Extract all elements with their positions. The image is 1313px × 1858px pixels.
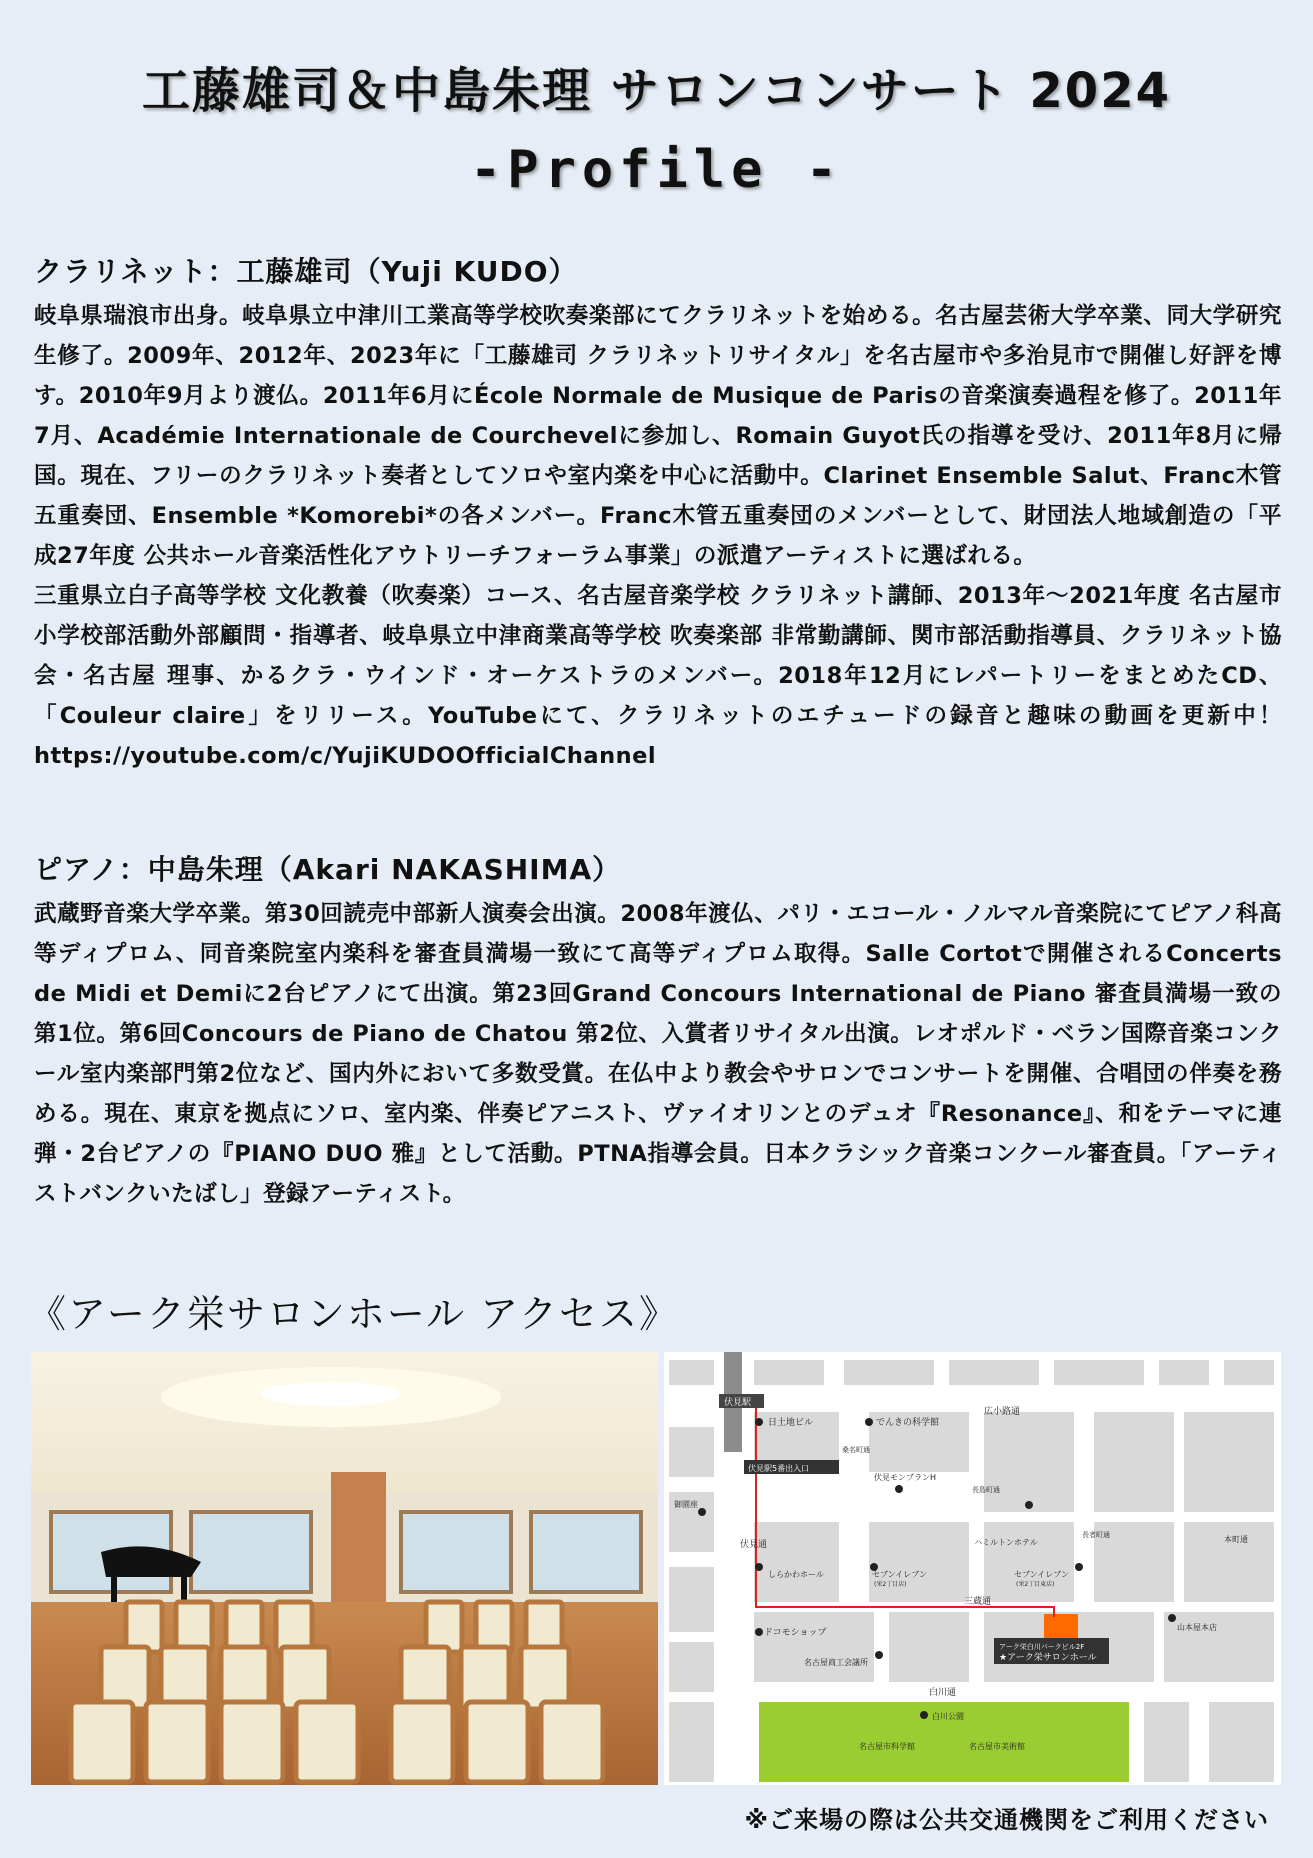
- map-label: 三蔵通: [964, 1597, 992, 1607]
- map-label: ハミルトンホテル: [974, 1538, 1038, 1547]
- map-label: 白川公園: [932, 1712, 964, 1721]
- map-label: 本町通: [1224, 1535, 1248, 1544]
- map-label: でんきの科学館: [876, 1418, 940, 1428]
- venue-marker: [1044, 1614, 1078, 1638]
- map-label: 名古屋商工会議所: [804, 1658, 868, 1667]
- map-label: 広小路通: [984, 1407, 1021, 1417]
- map-label: 山本屋本店: [1177, 1623, 1217, 1632]
- page-subtitle: -Profile -: [469, 140, 844, 200]
- map-label: 伏見通: [740, 1540, 768, 1550]
- map-label: (栄2丁目店): [874, 1581, 907, 1588]
- nakashima-heading: ピアノ：中島朱理（Akari NAKASHIMA）: [34, 853, 622, 886]
- map-label: 名古屋市科学館: [859, 1742, 915, 1751]
- map-label: 白川通: [929, 1688, 957, 1698]
- kudo-bio-1: 岐阜県瑞浪市出身。岐阜県立中津川工業高等学校吹奏楽部にてクラリネットを始める。名古屋芸術大学卒業、同大学研究生修了。2009年、2012年、2023年に「工藤雄司 クラリネットリサイタル」を名古屋市や多治見市で開催し好評を博す。2010年9月より渡仏。2011年6月にÉcole Normale de Musique de Parisの音楽演奏過程を修了。2011年7月、Académie Internationale de Courchevelに参加し、Romain Guyot氏の指導を受け、2011年8月に帰国。現在、フリーのクラリネット奏者としてソロや室内楽を中心に活動中。Clarinet Ensemble Salut、Franc木管五重奏団、Ensemble *Komorebi*の各メンバー。Franc木管五重奏団のメンバーとして、財団法人地域創造の「平成27年度 公共ホール音楽活性化アウトリーチフォーラム事業」の派遣アーティストに選ばれる。: [34, 303, 1282, 569]
- map-label: 伏見モンブランH: [874, 1473, 937, 1482]
- map-label: ドコモショップ: [764, 1628, 827, 1638]
- map-label: 伏見駅: [724, 1398, 752, 1408]
- map-label: 日土地ビル: [768, 1418, 814, 1428]
- map-label: 伏見駅5番出入口: [748, 1464, 810, 1473]
- access-heading: 《アーク栄サロンホール アクセス》: [28, 1292, 680, 1336]
- map-label: セブンイレブン: [1014, 1570, 1069, 1579]
- transport-note: ※ご来場の際は公共交通機関をご利用ください: [744, 1806, 1269, 1834]
- salon-hall-photo: [31, 1352, 658, 1785]
- map-label: しらかわホール: [768, 1570, 824, 1579]
- map-label: 長者町通: [1082, 1531, 1110, 1539]
- map-label: ★アーク栄サロンホール: [999, 1653, 1097, 1663]
- kudo-profile: [34, 250, 1282, 776]
- map-label: 御園座: [674, 1500, 698, 1509]
- access-map: [664, 1352, 1281, 1785]
- nakashima-bio: 武蔵野音楽大学卒業。第30回読売中部新人演奏会出演。2008年渡仏、パリ・エコール・ノルマル音楽院にてピアノ科高等ディプロム、同音楽院室内楽科を審査員満場一致にて高等ディプロム取得。Salle Cortotで開催されるConcerts de Midi et Demiに2台ピアノにて出演。第23回Grand Concours International de Piano 審査員満場一致の第1位。第6回Concours de Piano de Chatou 第2位、入賞者リサイタル出演。レオポルド・ベラン国際音楽コンクール室内楽部門第2位など、国内外において多数受賞。在仏中より教会やサロンでコンサートを開催、合唱団の伴奏を務める。現在、東京を拠点にソロ、室内楽、伴奏ピアニスト、ヴァイオリンとのデュオ『Resonance』、和をテーマに連弾・2台ピアノの『PIANO DUO 雅』として活動。PTNA指導会員。日本クラシック音楽コンクール審査員。「アーティストバンクいたばし」登録アーティスト。: [34, 901, 1282, 1207]
- map-label: 名古屋市美術館: [969, 1742, 1025, 1751]
- map-label: 桑名町通: [842, 1446, 870, 1454]
- nakashima-profile: [34, 848, 1282, 1214]
- map-label: 長島町通: [972, 1486, 1000, 1494]
- kudo-bio-2: 三重県立白子高等学校 文化教養（吹奏楽）コース、名古屋音楽学校 クラリネット講師、2013年～2021年度 名古屋市小学校部活動外部顧問・指導者、岐阜県立中津商業高等学校 吹奏楽部 非常勤講師、関市部活動指導員、クラリネット協会・名古屋 理事、かるクラ・ウインド・オーケストラのメンバー。2018年12月にレパートリーをまとめたCD、「Couleur claire」をリリース。YouTubeにて、クラリネットのエチュードの録音と趣味の動画を更新中！ https://youtube.com/c/YujiKUDOOfficialChannel: [34, 583, 1282, 769]
- map-label: (栄2丁目東店): [1016, 1581, 1055, 1588]
- map-label: セブンイレブン: [872, 1570, 927, 1579]
- kudo-heading: クラリネット：工藤雄司（Yuji KUDO）: [34, 255, 578, 288]
- map-label: アーク栄白川パークビル2F: [999, 1643, 1085, 1651]
- page-title: 工藤雄司＆中島朱理 サロンコンサート 2024: [141, 63, 1172, 119]
